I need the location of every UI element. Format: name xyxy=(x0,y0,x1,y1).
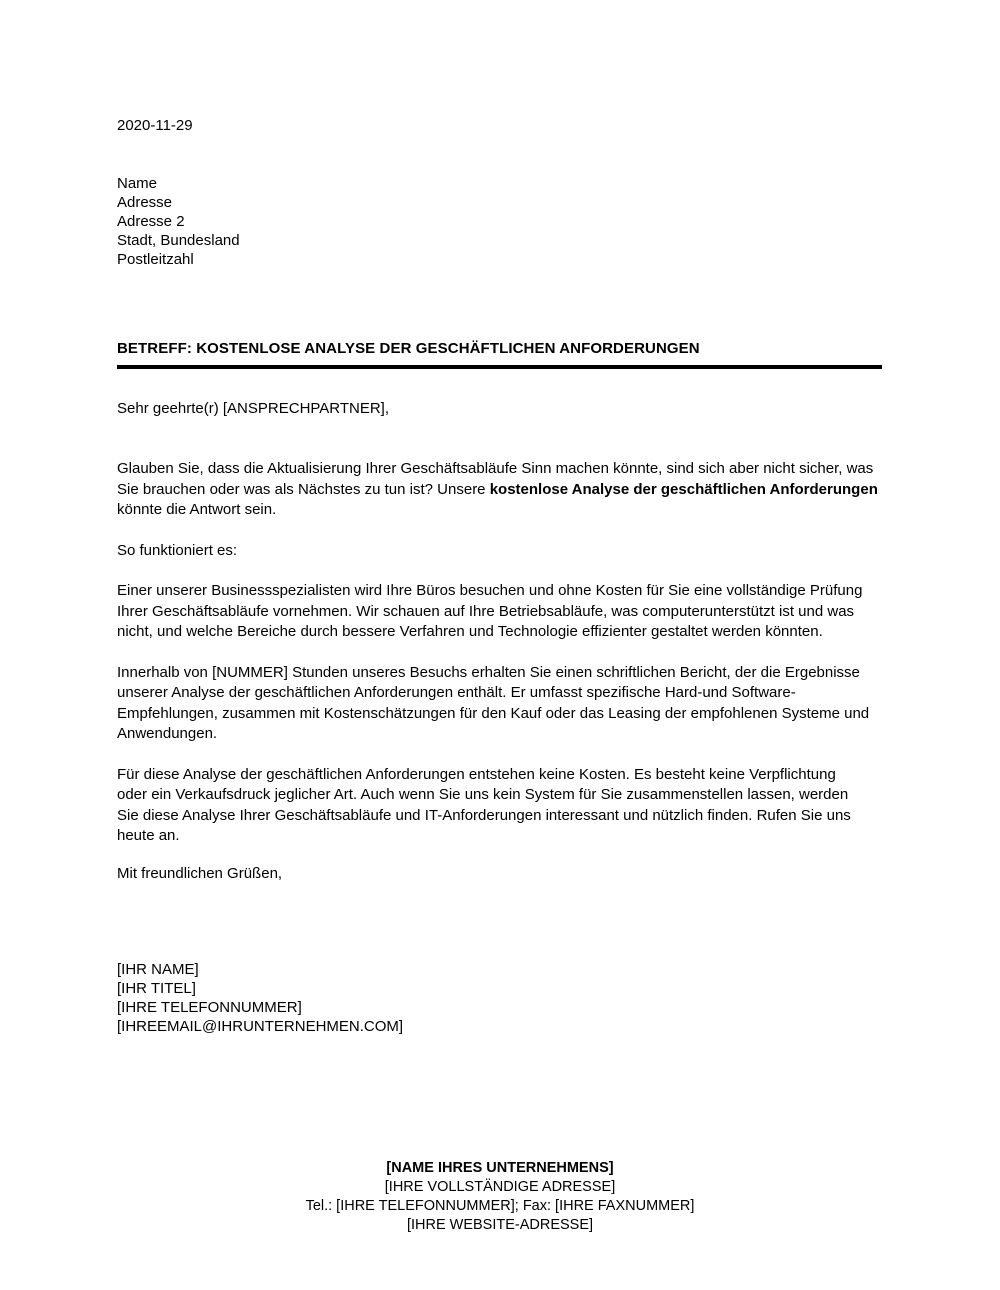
signature-name: [IHR NAME] xyxy=(117,961,199,978)
paragraph-visit: Einer unserer Businessspezialisten wird Ihre Büros besuchen und ohne Kosten für Sie eine vollständige Prüfung Ihrer Geschäftsabläufe vornehmen. Wir schauen auf Ihre Betriebsabläufe, was computerunterstützt ist und was nicht, und welche Bereiche durch bessere Verfahren und Technologie effizienter gestaltet werden könnten. xyxy=(117,582,863,640)
signature-title: [IHR TITEL] xyxy=(117,980,196,997)
recipient-name: Name xyxy=(117,175,158,192)
recipient-address-2: Adresse 2 xyxy=(117,213,185,230)
salutation-block xyxy=(117,399,389,418)
intro-emphasis: kostenlose Analyse der geschäftlichen Anforderungen xyxy=(489,480,878,498)
recipient-postal-code: Postleitzahl xyxy=(117,251,194,268)
recipient-city-state: Stadt, Bundesland xyxy=(117,232,240,249)
paragraph-report: Innerhalb von [NUMMER] Stunden unseres Besuchs erhalten Sie einen schriftlichen Bericht, der die Ergebnisse unserer Analyse der geschäftlichen Anforderungen enthält. Er umfasst spezifische Hard-und Software-Empfehlungen, zusammen mit Kostenschätzungen für den Kauf oder das Leasing der empfohlenen Systeme und Anwendungen. xyxy=(117,663,870,742)
paragraph-how-it-works: So funktioniert es: xyxy=(117,541,238,559)
subject-divider xyxy=(117,365,882,369)
footer-contact: Tel.: [IHRE TELEFONNUMMER]; Fax: [IHRE FAXNUMMER] xyxy=(305,1198,695,1214)
subject-line: BETREFF: KOSTENLOSE ANALYSE DER GESCHÄFTLICHEN ANFORDERUNGEN xyxy=(117,340,700,357)
recipient-address-1: Adresse xyxy=(117,194,173,211)
footer-address: [IHRE VOLLSTÄNDIGE ADRESSE] xyxy=(384,1179,616,1195)
recipient-address-block xyxy=(117,174,240,269)
page-footer xyxy=(0,1159,1000,1235)
closing-salutation: Mit freundlichen Grüßen, xyxy=(117,865,283,882)
date-block xyxy=(117,116,193,135)
salutation: Sehr geehrte(r) [ANSPRECHPARTNER], xyxy=(117,400,390,417)
footer-website: [IHRE WEBSITE-ADRESSE] xyxy=(406,1217,594,1233)
subject-block xyxy=(117,340,882,369)
closing-block xyxy=(117,864,282,883)
letter-body xyxy=(117,459,885,847)
footer-company-name: [NAME IHRES UNTERNEHMENS] xyxy=(386,1160,614,1176)
intro-text-part-1: Glauben Sie, dass die Aktualisierung Ihrer Geschäftsabläufe Sinn machen könnte, sind sich aber nicht sicher, was Sie brauchen oder was als Nächstes zu tun ist? Unsere xyxy=(117,460,874,498)
paragraph-no-cost: Für diese Analyse der geschäftlichen Anforderungen entstehen keine Kosten. Es besteht keine Verpflichtung oder ein Verkaufsdruck jeglicher Art. Auch wenn Sie uns kein System für Sie zusammenstellen lassen, werden Sie diese Analyse Ihrer Geschäftsabläufe und IT-Anforderungen interessant und nützlich finden. Rufen Sie uns heute an. xyxy=(117,765,851,844)
signature-phone: [IHRE TELEFONNUMMER] xyxy=(117,999,302,1016)
signature-block xyxy=(117,960,403,1036)
letter-date: 2020-11-29 xyxy=(117,117,193,134)
intro-text-part-2: könnte die Antwort sein. xyxy=(117,501,277,518)
signature-email: [IHREEMAIL@IHRUNTERNEHMEN.COM] xyxy=(117,1018,404,1035)
paragraph-intro xyxy=(117,459,885,521)
